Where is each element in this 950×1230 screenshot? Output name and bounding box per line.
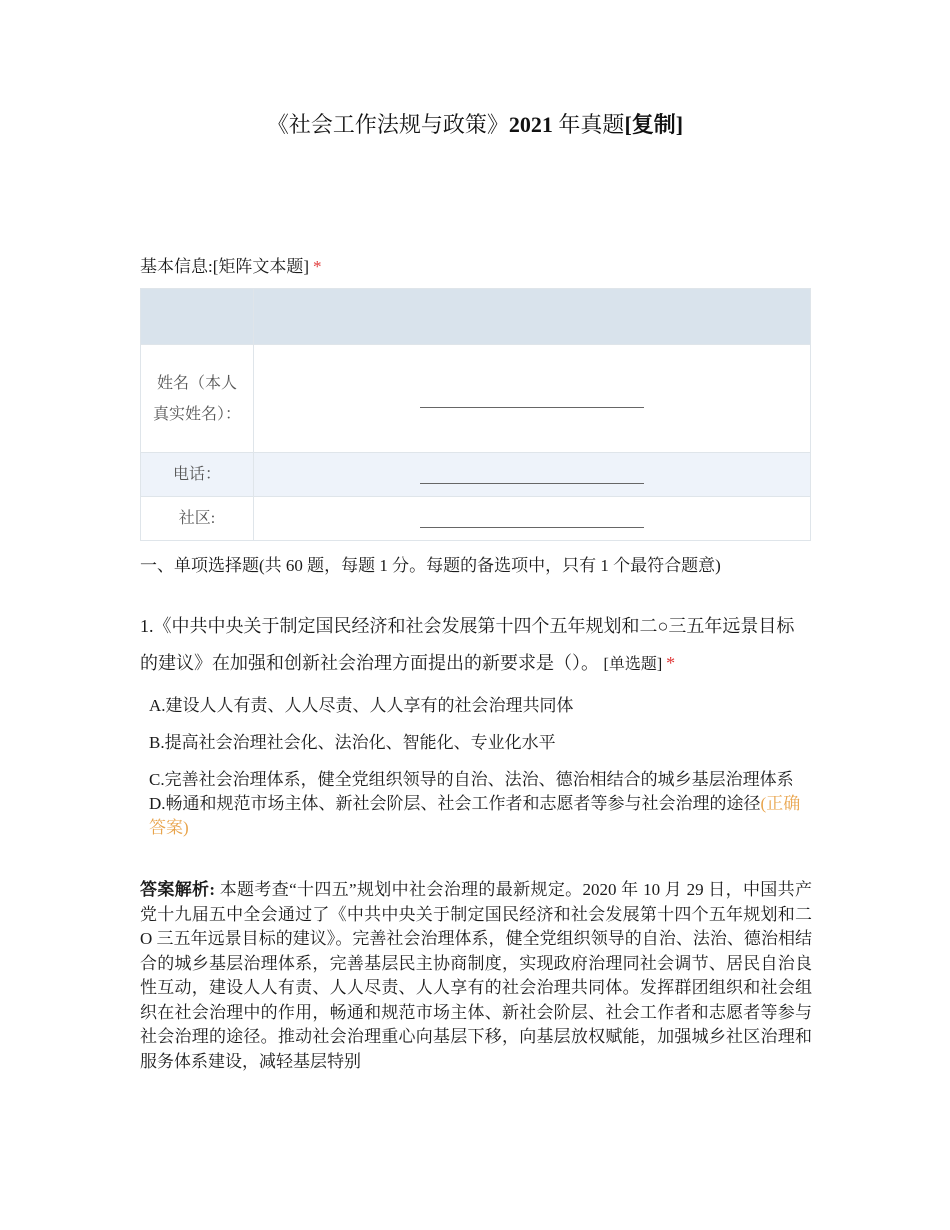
analysis-text: 本题考查“十四五”规划中社会治理的最新规定。2020 年 10 月 29 日，中国共产党十九届五中全会通过了《中共中央关于制定国民经济和社会发展第十四个五年规划和二 O 三五年远景目标的建议》。完善社会治理体系，健全党组织领导的自治、法治、德治相结合的城乡基层治理体系，完善基层民主协商制度，实现政府治理同社会调节、居民自治良性互动，建设人人有责、人人尽责、人人享有的社会治理共同体。发挥群团组织和社会组织在社会治理中的作用，畅通和规范市场主体、新社会阶层、社会工作者和志愿者等参与社会治理的途径。推动社会治理重心向基层下移，向基层放权赋能，加强城乡社区治理和服务体系建设，减轻基层特别 — [140, 880, 813, 1071]
correct-answer-tag: (正确答案) — [149, 794, 801, 837]
required-mark: * — [313, 257, 322, 276]
question-1 — [140, 608, 810, 683]
community-input[interactable] — [420, 509, 644, 528]
question-1-options — [149, 694, 809, 840]
name-input[interactable] — [420, 389, 644, 408]
basic-info-matrix — [140, 288, 811, 541]
matrix-row-label: 姓名（本人真实姓名）： — [141, 345, 254, 453]
title-year: 2021 — [508, 112, 553, 137]
matrix-header-row — [141, 289, 811, 345]
matrix-row-phone — [141, 453, 811, 497]
matrix-header-cell — [254, 289, 811, 345]
answer-analysis — [140, 878, 812, 1074]
page-title — [0, 108, 950, 139]
option-c[interactable]: C.完善社会治理体系，健全党组织领导的自治、法治、德治相结合的城乡基层治理体系 — [149, 770, 794, 789]
basic-info-text: 基本信息:[矩阵文本题] — [140, 257, 310, 276]
phone-input[interactable] — [420, 465, 644, 484]
community-input-cell[interactable] — [254, 497, 811, 541]
section-heading: 一、单项选择题(共 60 题，每题 1 分。每题的备选项中，只有 1 个最符合题意) — [140, 556, 721, 575]
matrix-row-label: 社区: — [141, 497, 254, 541]
title-prefix: 《社会工作法规与政策》 — [266, 112, 509, 137]
option-b[interactable]: B.提高社会治理社会化、法治化、智能化、专业化水平 — [149, 733, 556, 752]
option-d[interactable] — [149, 792, 809, 840]
name-input-cell[interactable] — [254, 345, 811, 453]
basic-info-label — [140, 252, 322, 277]
option-d-text: D.畅通和规范市场主体、新社会阶层、社会工作者和志愿者等参与社会治理的途径 — [149, 794, 761, 813]
matrix-header-cell — [141, 289, 254, 345]
matrix-row-label: 电话： — [141, 453, 254, 497]
analysis-label: 答案解析: — [140, 880, 216, 899]
required-mark: * — [666, 653, 676, 673]
matrix-row-name — [141, 345, 811, 453]
matrix-row-community — [141, 497, 811, 541]
question-type: [单选题] — [603, 656, 663, 673]
question-1-text: 1.《中共中央关于制定国民经济和社会发展第十四个五年规划和二○三五年远景目标的建议》在加强和创新社会治理方面提出的新要求是（）。 — [140, 616, 795, 673]
title-suffix: [复制] — [624, 112, 684, 137]
phone-input-cell[interactable] — [254, 453, 811, 497]
option-a[interactable]: A.建设人人有责、人人尽责、人人享有的社会治理共同体 — [149, 696, 574, 715]
title-mid: 年真题 — [552, 112, 625, 137]
